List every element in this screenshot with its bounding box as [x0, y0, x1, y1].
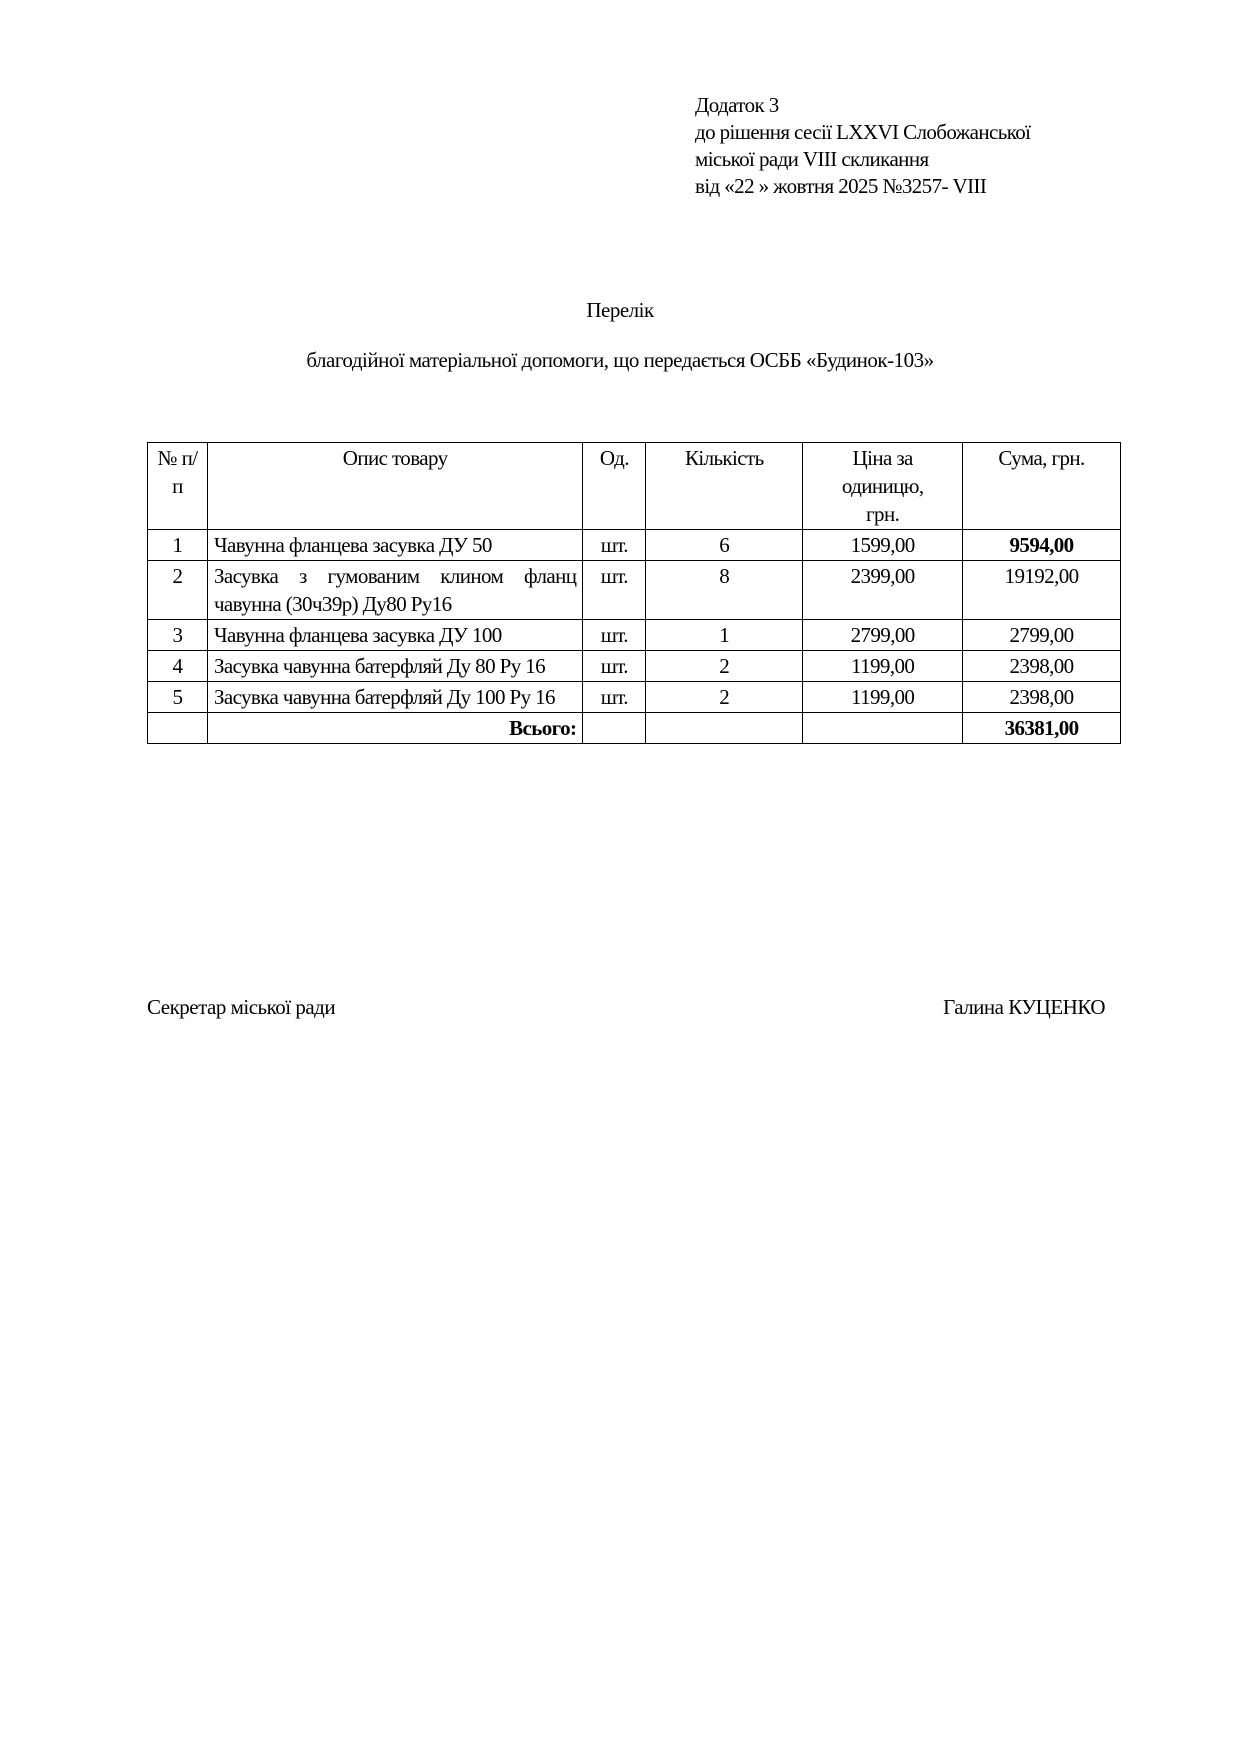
- item-description: Засувка чавунна батерфляй Ду 100 Ру 16: [207, 682, 582, 713]
- quantity: 8: [646, 561, 803, 620]
- document-subtitle: благодійної матеріальної допомоги, що передається ОСББ «Будинок-103»: [306, 348, 934, 372]
- sum: 2398,00: [963, 682, 1121, 713]
- row-number: 2: [148, 561, 208, 620]
- header-line: Додаток 3: [695, 93, 779, 117]
- appendix-header: [695, 92, 1030, 200]
- unit: шт.: [583, 620, 646, 651]
- total-value: 36381,00: [963, 713, 1121, 744]
- total-row: [148, 713, 1121, 744]
- table-row: [148, 530, 1121, 561]
- column-header: Опис товару: [207, 443, 582, 530]
- unit: шт.: [583, 682, 646, 713]
- sum: 19192,00: [963, 561, 1121, 620]
- unit-price: 1199,00: [803, 651, 963, 682]
- item-description: Засувка з гумованим клином фланц чавунна (30ч39р) Ду80 Ру16: [207, 561, 582, 620]
- item-description: Чавунна фланцева засувка ДУ 100: [207, 620, 582, 651]
- header-line: міської ради VIII скликання: [695, 147, 929, 171]
- column-header: Сума, грн.: [963, 443, 1121, 530]
- unit-price: 2399,00: [803, 561, 963, 620]
- table-row: [148, 682, 1121, 713]
- quantity: 2: [646, 682, 803, 713]
- table-row: [148, 561, 1121, 620]
- row-number: 3: [148, 620, 208, 651]
- unit-price: 2799,00: [803, 620, 963, 651]
- item-description: Засувка чавунна батерфляй Ду 80 Ру 16: [207, 651, 582, 682]
- quantity: 1: [646, 620, 803, 651]
- unit: шт.: [583, 651, 646, 682]
- column-header: Кількість: [646, 443, 803, 530]
- column-header: Од.: [583, 443, 646, 530]
- sum: 9594,00: [963, 530, 1121, 561]
- header-line: до рішення сесії LXXVI Слобожанської: [695, 120, 1031, 144]
- quantity: 6: [646, 530, 803, 561]
- column-header: № п/п: [148, 443, 208, 530]
- column-header: Ціна за одиницю, грн.: [803, 443, 963, 530]
- signatory-position: Секретар міської ради: [147, 995, 336, 1019]
- row-number: 1: [148, 530, 208, 561]
- row-number: 5: [148, 682, 208, 713]
- table-header-row: [148, 443, 1121, 530]
- table-row: [148, 620, 1121, 651]
- unit-price: 1599,00: [803, 530, 963, 561]
- quantity: 2: [646, 651, 803, 682]
- unit-price: 1199,00: [803, 682, 963, 713]
- unit: шт.: [583, 561, 646, 620]
- sum: 2799,00: [963, 620, 1121, 651]
- document-title: Перелік: [586, 298, 654, 322]
- row-number: 4: [148, 651, 208, 682]
- sum: 2398,00: [963, 651, 1121, 682]
- item-description: Чавунна фланцева засувка ДУ 50: [207, 530, 582, 561]
- total-label: Всього:: [207, 713, 582, 744]
- unit: шт.: [583, 530, 646, 561]
- header-line: від «22 » жовтня 2025 №3257- VIII: [695, 174, 987, 198]
- signatory-name: Галина КУЦЕНКО: [943, 995, 1105, 1019]
- items-table: [147, 442, 1121, 744]
- table-row: [148, 651, 1121, 682]
